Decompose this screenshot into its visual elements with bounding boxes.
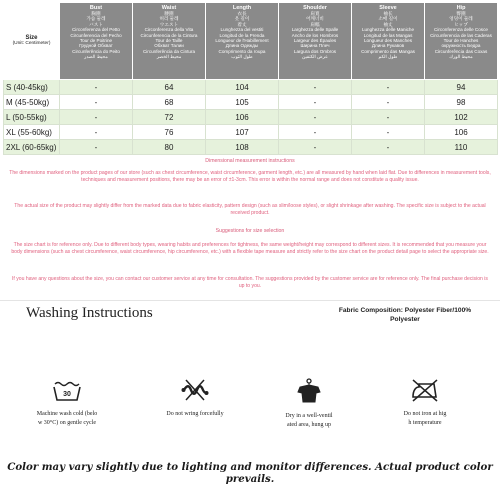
waist-cell: 72: [133, 110, 206, 125]
header-translation: 臀圍: [456, 11, 466, 16]
header-translation: 허리 둘레: [159, 16, 179, 22]
waist-column-header: [133, 3, 206, 80]
hip-cell: 106: [425, 125, 498, 140]
hip-cell: 110: [425, 140, 498, 155]
length-header-title: Length: [232, 5, 252, 11]
waist-cell: 68: [133, 95, 206, 110]
table-header-row: [4, 3, 498, 80]
shoulder-cell: -: [279, 80, 352, 95]
header-translation: Longueur des Manches: [363, 38, 412, 44]
fabric-composition: Fabric Composition: Polyester Fiber/100% Polyester: [338, 307, 472, 323]
care-label: [26, 410, 108, 428]
measurement-instructions-heading: Dimensional measurement instructions: [205, 158, 295, 164]
size-cell: L (50-55kg): [4, 110, 60, 125]
customer-service-text: If you have any questions about the size, you can contact our customer service at any time for consultation. The suggestions provided by the customer service are for reference only. The final purchase decision is up to you.: [12, 276, 488, 289]
shoulder-cell: -: [279, 110, 352, 125]
hip-header-title: Hip: [456, 5, 466, 11]
care-label-line: Machine wash cold (belo: [36, 411, 98, 417]
measurement-instructions-text: The dimensions marked on the product pages of our store (such as chest circumference, waist circumference, garment length, etc.) are all measured by hand when laid flat. Due to differences in measurement tools, techniques and measurement positions, there may be an error of ±1-3cm. This error is within the normal range and does not constitute a quality issue.: [9, 170, 491, 183]
hang-dry-icon: [294, 378, 324, 404]
bust-cell: -: [60, 140, 133, 155]
hip-cell: 98: [425, 95, 498, 110]
hip-cell: 94: [425, 80, 498, 95]
header-translation: 가슴 둘레: [86, 16, 106, 22]
do-not-iron-high-heat-icon: [409, 378, 441, 402]
care-label-line: Do not iron at hig: [403, 411, 447, 417]
size-cell: 2XL (60-65kg): [4, 140, 60, 155]
bust-cell: -: [60, 110, 133, 125]
color-disclaimer: Color may vary slightly due to lighting and monitor differences. Actual product color prevails.: [7, 461, 493, 485]
bust-column-header: [60, 3, 133, 80]
care-label-line: h temperature: [408, 420, 442, 426]
hip-cell: 102: [425, 110, 498, 125]
size-cell: S (40-45kg): [4, 80, 60, 95]
care-item-do-not-wring: [150, 378, 240, 419]
shoulder-header-title: Shoulder: [303, 5, 327, 11]
sleeve-cell: -: [352, 125, 425, 140]
care-label-line: w 30°C) on gentle cycle: [37, 420, 97, 426]
header-translation: 肩幅: [310, 21, 320, 27]
header-translation: عرض الكتفين: [302, 54, 328, 60]
header-translation: 袖丈: [383, 21, 393, 27]
sleeve-column-header: [352, 3, 425, 80]
header-translation: окружность Бедра: [441, 43, 481, 49]
length-cell: 105: [206, 95, 279, 110]
header-translation: Обхват Талии: [154, 43, 184, 49]
header-translation: Circunferência do Peito: [72, 48, 120, 54]
length-cell: 108: [206, 140, 279, 155]
table-row: [4, 80, 498, 95]
header-translation: طول الثوب: [231, 54, 253, 60]
waist-header-title: Waist: [161, 5, 177, 11]
header-translation: محيط الورك: [449, 54, 473, 60]
header-translation: Длина Рукавов: [371, 43, 405, 49]
header-translation: ヒップ: [454, 21, 468, 27]
length-column-header: [206, 3, 279, 80]
header-translation: Longitud de las Mangas: [363, 32, 413, 38]
header-translation: ウエスト: [159, 21, 179, 27]
header-translation: Longitud de la Prenda: [219, 32, 265, 38]
header-translation: Largeur des Épaules: [293, 38, 337, 44]
care-label: [150, 410, 240, 419]
table-row: [4, 95, 498, 110]
table-row: [4, 125, 498, 140]
size-column-header: [4, 3, 60, 80]
wash-temperature-label: 30: [63, 391, 71, 398]
header-translation: 着丈: [237, 21, 247, 27]
header-translation: 腰圍: [164, 11, 174, 16]
header-translation: Circonferenza della Vita: [144, 27, 194, 33]
bust-cell: -: [60, 95, 133, 110]
unit-label: (Unit: Centimeter): [12, 41, 51, 46]
header-translation: Longueur de l'Habillement: [215, 38, 269, 44]
header-translation: Comprimento da roupa: [218, 48, 266, 54]
bust-cell: -: [60, 80, 133, 95]
header-translation: Ancho de los Hombros: [291, 32, 339, 38]
size-selection-text: The size chart is for reference only. Due to different body types, wearing habits and preferences for tightness, the same weight/height may correspond to different sizes. It is recommended that you measure your body dimensions (such as chest circumference, waist circumference, hip circumference, etc.) with a flexible tape measure and strictly refer to the size chart on the product detail page to select the appropriate size.: [11, 242, 489, 255]
header-translation: Circunferência das Coxas: [434, 48, 488, 54]
header-translation: Длина Одежды: [225, 43, 259, 49]
shoulder-cell: -: [279, 140, 352, 155]
header-translation: Circunferência da Cintura: [142, 48, 196, 54]
care-item-machine-wash: [26, 378, 108, 428]
header-translation: Circunferencia de las Caderas: [430, 32, 492, 38]
hip-column-header: [425, 3, 498, 80]
header-translation: Lunghezza delle Maniche: [361, 27, 415, 33]
header-translation: محيط الخصر: [156, 54, 182, 60]
sleeve-header-title: Sleeve: [379, 5, 397, 11]
care-label-line: ated area, hung up: [287, 422, 331, 428]
shoulder-cell: -: [279, 125, 352, 140]
header-translation: Comprimento das Mangas: [361, 48, 415, 54]
header-translation: 어깨너비: [306, 16, 324, 22]
measurement-notice: [3, 157, 497, 300]
length-cell: 104: [206, 80, 279, 95]
size-variance-text: The actual size of the product may slightly differ from the marked data due to fabric elasticity, pattern design (such as slim/loose styles), or slight shrinkage after washing. The specific size is subject to the actual received product.: [14, 203, 486, 216]
bust-cell: -: [60, 125, 133, 140]
bust-header-title: Bust: [89, 5, 103, 11]
sleeve-cell: -: [352, 80, 425, 95]
care-label: [268, 412, 350, 430]
care-item-hang-dry: [268, 378, 350, 430]
header-translation: Ширина Плеч: [300, 43, 330, 49]
header-translation: Circunferencia del Pecho: [70, 32, 122, 38]
header-translation: Tour de Hanches: [443, 38, 479, 44]
waist-cell: 80: [133, 140, 206, 155]
header-translation: 肩寬: [310, 11, 320, 16]
length-cell: 106: [206, 110, 279, 125]
header-translation: Tour de Poitrine: [79, 38, 113, 44]
header-translation: Circonferenza del Petto: [71, 27, 120, 33]
header-translation: Lunghezza del vestiti: [220, 27, 264, 33]
header-translation: Circonferenza delle Cosce: [434, 27, 488, 33]
washing-instructions-title: Washing Instructions: [26, 305, 153, 321]
waist-cell: 64: [133, 80, 206, 95]
header-translation: طول الكم: [378, 54, 398, 60]
size-header-title: Size: [25, 35, 38, 41]
table-row: [4, 140, 498, 155]
size-cell: XL (55-60kg): [4, 125, 60, 140]
header-translation: Tour de Taille: [155, 38, 183, 44]
shoulder-cell: -: [279, 95, 352, 110]
header-translation: محيط الصدر: [84, 54, 108, 60]
sleeve-cell: -: [352, 140, 425, 155]
header-translation: Larghezza delle Spalle: [291, 27, 339, 33]
care-label-line: Do not wring forcefully: [166, 411, 224, 417]
sleeve-cell: -: [352, 95, 425, 110]
sleeve-cell: -: [352, 110, 425, 125]
size-cell: M (45-50kg): [4, 95, 60, 110]
waist-cell: 76: [133, 125, 206, 140]
header-translation: Грудной Обхват: [79, 43, 113, 49]
machine-wash-30-icon: [52, 378, 82, 402]
header-translation: 衣長: [237, 11, 247, 16]
header-translation: 옷 길이: [234, 16, 250, 22]
header-translation: 袖长: [383, 11, 393, 16]
section-divider: [0, 300, 500, 301]
header-translation: バスト: [89, 21, 103, 27]
do-not-wring-icon: [180, 378, 210, 402]
care-label: [384, 410, 466, 428]
size-chart-table: [3, 2, 498, 155]
length-cell: 107: [206, 125, 279, 140]
header-translation: Largura dos Ombros: [293, 48, 337, 54]
table-row: [4, 110, 498, 125]
header-translation: 엉덩이 둘레: [449, 16, 473, 22]
header-translation: 胸圍: [91, 11, 101, 16]
shoulder-column-header: [279, 3, 352, 80]
care-item-do-not-iron: [384, 378, 466, 428]
header-translation: 소매 길이: [378, 16, 398, 22]
care-label-line: Dry in a well-ventil: [285, 413, 333, 419]
size-selection-heading: Suggestions for size selection: [215, 228, 285, 234]
header-translation: Circunferencia de la Cintura: [140, 32, 198, 38]
